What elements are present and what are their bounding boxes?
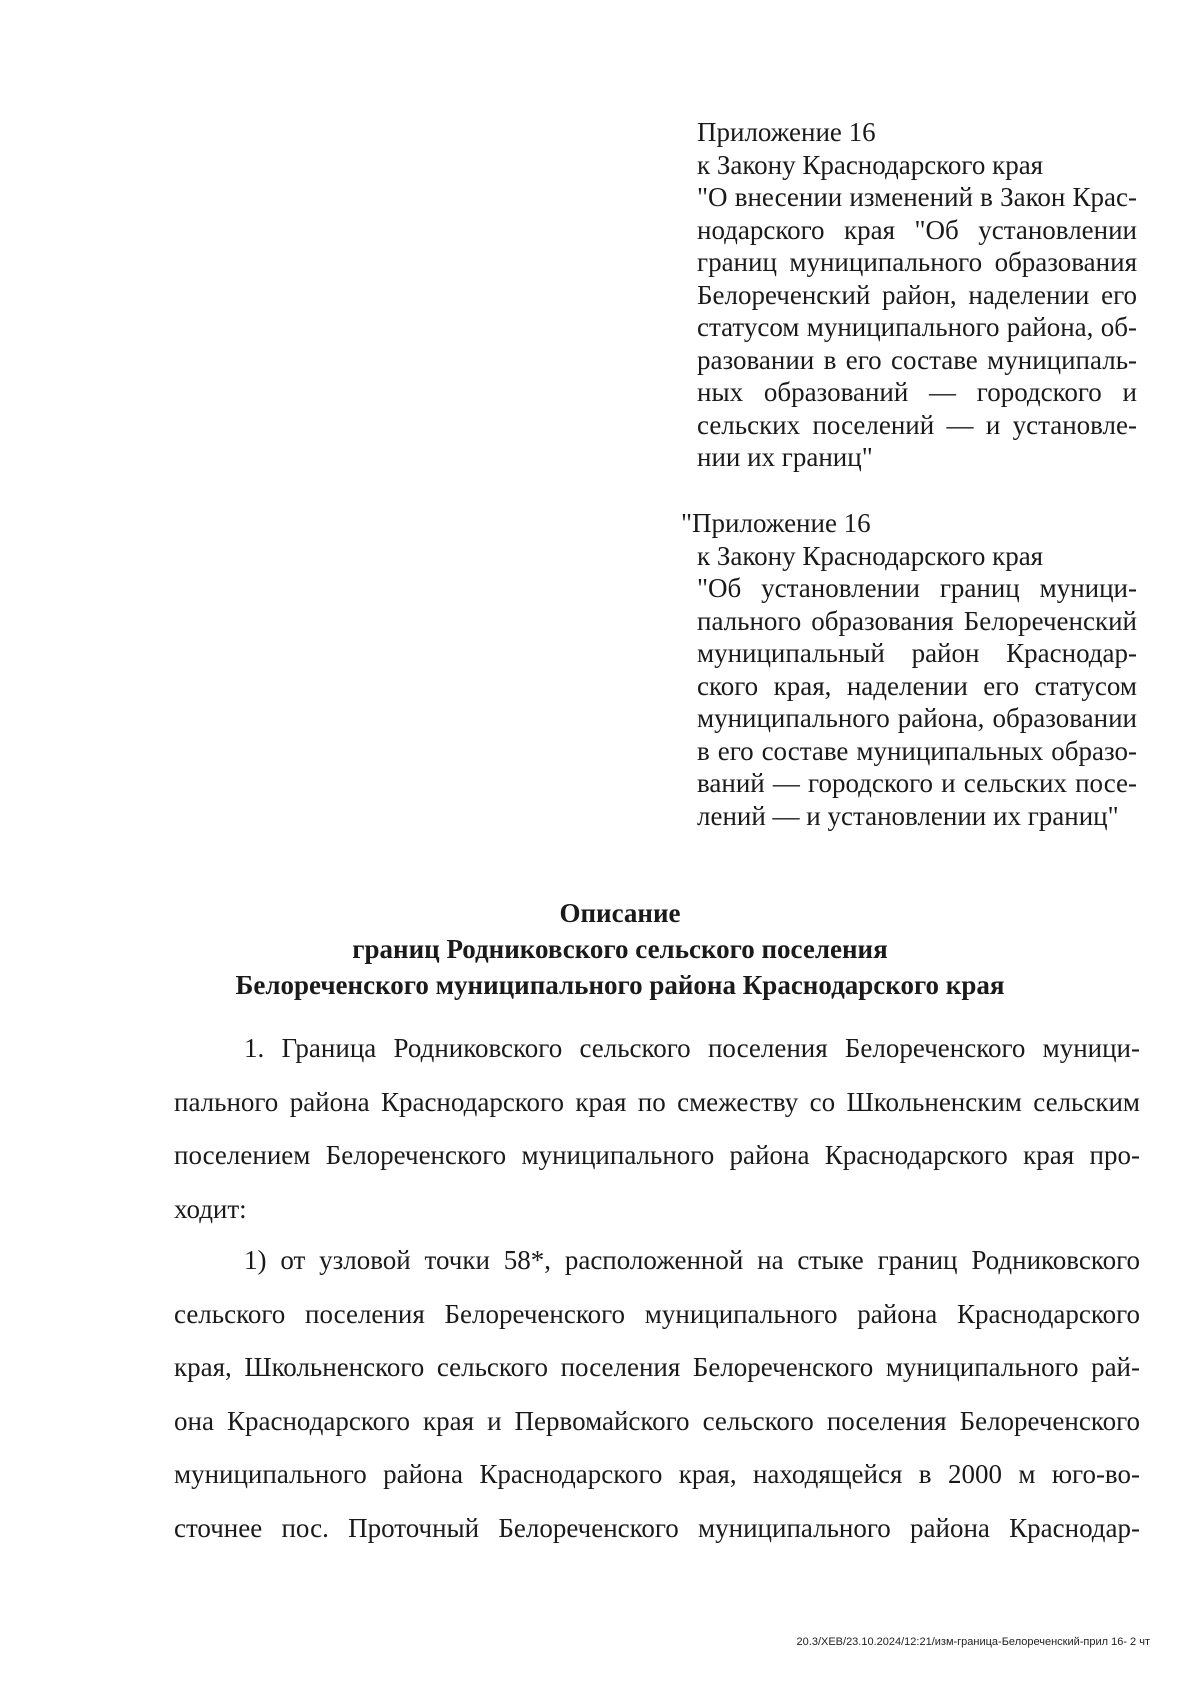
paragraph-line: поселением Белореченского муниципального района Краснодарского края про- (174, 1140, 1140, 1170)
title-line-3: Белореченского муниципального района Краснодарского края (235, 970, 1005, 1000)
appendix-line: нодарского края "Об установлении (697, 214, 1137, 245)
appendix-line: ского края, наделении его статусом (697, 670, 1137, 701)
appendix-line: Приложение 16 (697, 117, 876, 147)
paragraph-line: пального района Краснодарского края по смежеству со Школьненским сельским (174, 1086, 1140, 1117)
appendix-line: Белореченский район, наделении его (697, 279, 1137, 310)
paragraph-line: края, Школьненского сельского поселения Белореченского муниципального рай- (174, 1352, 1140, 1382)
appendix-line: пального образования Белореченский (697, 605, 1137, 636)
paragraph-line: 1) от узловой точки 58*, расположенной на стыке границ Родниковского (244, 1245, 1140, 1275)
appendix-line: в его составе муниципальных образо- (697, 735, 1137, 766)
paragraph-line: муниципального района Краснодарского края, находящейся в 2000 м юго-во- (174, 1459, 1140, 1489)
appendix-line: лений — и установлении их границ" (697, 800, 1119, 831)
appendix-line: "Приложение 16 (681, 508, 871, 538)
document-title (170, 895, 1070, 1003)
appendix-line: "Об установлении границ муници- (697, 573, 1137, 603)
appendix-line: муниципального района, образовании (697, 703, 1137, 733)
paragraph-line: ходит: (174, 1193, 247, 1224)
appendix-line: муниципальный район Краснодар- (697, 638, 1137, 668)
appendix-header-original-law (681, 507, 1137, 832)
appendix-line: к Закону Краснодарского края (697, 540, 1044, 571)
paragraph-line: сточнее пос. Проточный Белореченского муниципального района Краснодар- (174, 1512, 1140, 1543)
appendix-line: границ муниципального образования (697, 247, 1137, 277)
paragraph-1 (174, 1022, 1140, 1236)
appendix-line: ных образований — городского и (697, 377, 1137, 407)
paragraph-line: она Краснодарского края и Первомайского сельского поселения Белореченского (174, 1405, 1140, 1436)
appendix-line: "О внесении изменений в Закон Крас- (697, 182, 1137, 212)
appendix-line: ваний — городского и сельских посе- (697, 768, 1137, 798)
appendix-line: сельских поселений — и установле- (697, 409, 1137, 440)
appendix-header-amending-law (697, 116, 1137, 474)
paragraph-line: сельского поселения Белореченского муниципального района Краснодарского (174, 1298, 1140, 1329)
document-footer-id: 20.3/ХЕВ/23.10.2024/12:21/изм-граница-Белореченский-прил 16- 2 чт (796, 1636, 1150, 1648)
paragraph-2 (174, 1234, 1140, 1555)
paragraph-line: 1. Граница Родниковского сельского поселения Белореченского муници- (244, 1033, 1140, 1063)
appendix-line: нии их границ" (697, 442, 873, 472)
title-line-1: Описание (559, 898, 681, 928)
title-line-2: границ Родниковского сельского поселения (352, 934, 888, 964)
appendix-line: разовании в его составе муниципаль- (697, 344, 1137, 375)
appendix-line: к Закону Краснодарского края (697, 149, 1044, 180)
appendix-line: статусом муниципального района, об- (697, 312, 1137, 342)
